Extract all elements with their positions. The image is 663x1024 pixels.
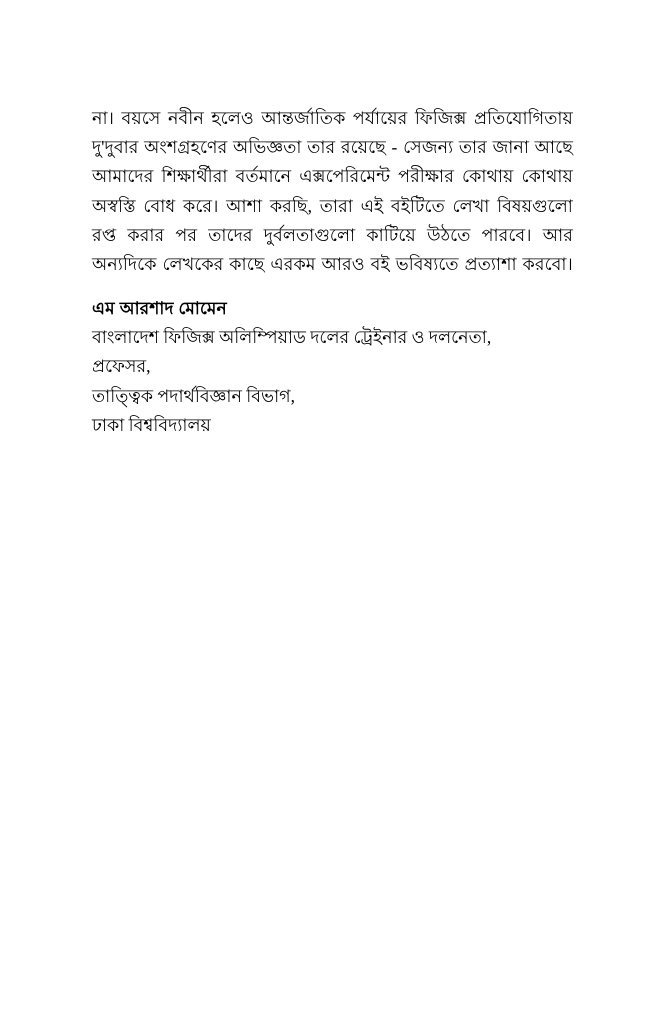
body-word: উঠতে [426,224,471,245]
body-word: নবীন [167,108,204,128]
body-word: বিষয়গুলো [497,195,573,216]
author-name: এম আরশাদ মোমেন [92,299,227,318]
body-word: দু'দুবার [92,137,139,158]
signature-block [92,294,573,440]
body-word: বইটিতে [390,195,445,216]
body-word: প্রতিযোগিতায় [473,108,573,128]
body-word: তারা [319,195,353,216]
body-word: অভিজ্ঞতা [232,137,302,158]
body-word: রয়েছে [340,137,386,158]
body-word: - [391,137,398,158]
body-word: আন্তর্জাতিক [261,108,346,128]
body-word: পর্যায়ের [352,108,408,128]
body-word: আমাদের [92,166,154,187]
body-line [92,133,573,162]
body-word: অংশগ্রহণের [144,137,228,158]
body-paragraph [92,104,573,279]
body-word: সেজন্য [403,137,454,158]
body-word: বয়সে [121,108,161,128]
body-word: রপ্ত [92,224,117,245]
body-word: প্রত্যাশা [464,254,517,275]
body-word: তার [458,137,487,158]
body-line [92,162,573,191]
body-word: এই [360,195,384,216]
affiliation-line-4: ঢাকা বিশ্ববিদ্যালয় [92,414,211,435]
body-word: কোথায় [521,166,573,187]
body-line [92,192,573,221]
affiliation-line-1: বাংলাদেশ ফিজিক্স অলিম্পিয়াড দলের ট্রেইনার ও দলনেতা, [92,327,492,348]
body-word: কোথায় [462,166,514,187]
body-word: তাদের [208,224,253,245]
affiliation-line-3: তাত্ত্বিক পদার্থবিজ্ঞান বিভাগ, [92,385,295,406]
body-word: আরও [321,254,365,275]
body-word: এরকম [270,254,316,275]
body-word: ভবিষ্যতে [395,254,459,275]
body-line [92,221,573,250]
body-word: এক্সপেরিমেন্ট [299,166,391,187]
body-word: আর [542,224,573,245]
body-word: হলেও [211,108,254,128]
body-line [92,104,573,133]
body-word: ফিজিক্স [414,108,467,128]
blank-page-area [0,450,663,1024]
page-content [92,104,573,279]
body-word: পারবে। [481,224,532,245]
body-word: বই [370,254,390,275]
body-word: তার [307,137,336,158]
body-word: অস্বস্তি [92,195,136,216]
body-word: করছি, [269,195,313,216]
body-word: পরীক্ষার [398,166,454,187]
body-word: বর্তমানে [235,166,292,187]
body-word: কাছে [229,254,265,275]
body-word: কাটিয়ে [366,224,416,245]
body-word: করার [127,224,165,245]
body-line [92,250,573,279]
body-word: বোধ [143,195,176,216]
affiliation-line-2: প্রফেসর, [92,356,151,377]
body-word: অন্যদিকে [92,254,157,275]
body-word: জানা [492,137,530,158]
body-word: শিক্ষার্থীরা [161,166,228,187]
body-word: দুর্বলতাগুলো [263,224,356,245]
body-word: আছে [534,137,573,158]
body-word: পর [175,224,198,245]
body-word: করে। [182,195,219,216]
body-word: করবো। [522,254,573,275]
body-word: লেখকের [162,254,224,275]
body-word: আশা [226,195,263,216]
body-word: না। [92,108,114,128]
body-word: লেখা [452,195,490,216]
